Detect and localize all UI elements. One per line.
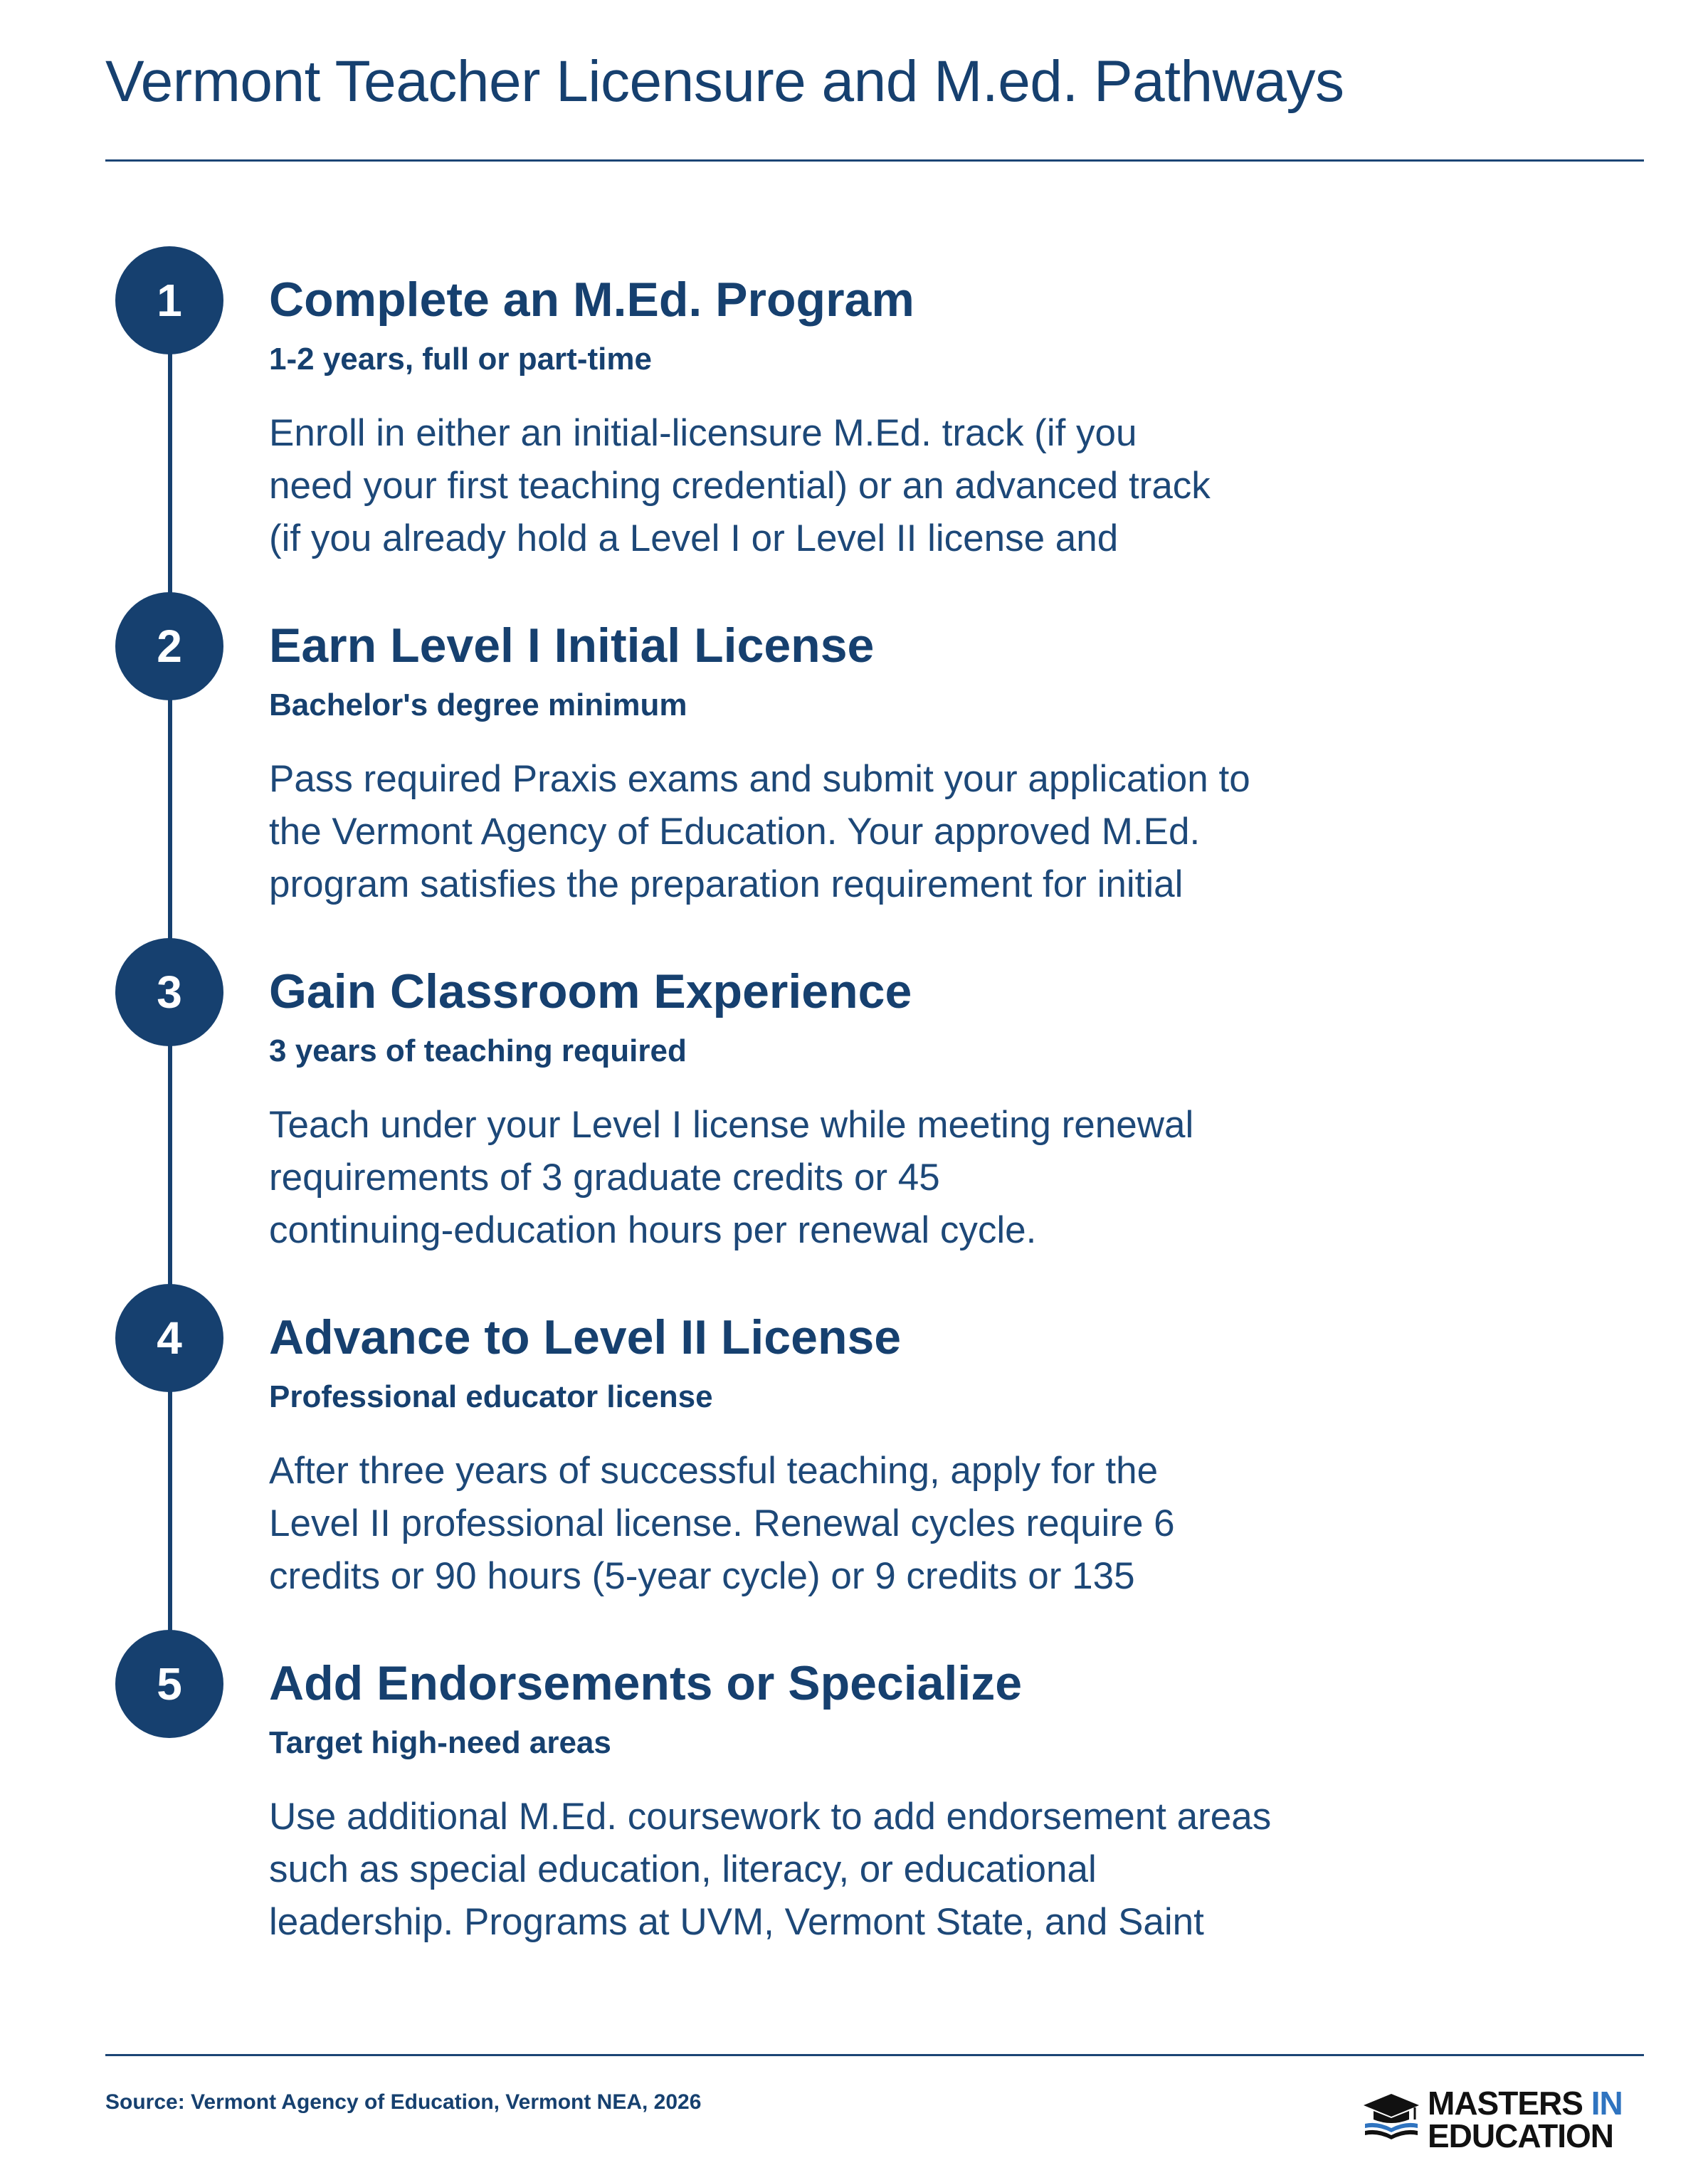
step-title: Advance to Level II License bbox=[269, 1310, 902, 1364]
step-subtitle: Target high-need areas bbox=[269, 1725, 611, 1760]
step-number-badge: 4 bbox=[115, 1284, 223, 1392]
source-citation: Source: Vermont Agency of Education, Vermont NEA, 2026 bbox=[105, 2090, 702, 2114]
step-title: Earn Level I Initial License bbox=[269, 618, 875, 673]
step-title: Gain Classroom Experience bbox=[269, 964, 912, 1018]
step-description-line: continuing-education hours per renewal cycle. bbox=[269, 1209, 1037, 1251]
step-description-line: Pass required Praxis exams and submit your application to bbox=[269, 758, 1250, 800]
step-description-line: After three years of successful teaching, apply for the bbox=[269, 1450, 1159, 1492]
step-description-line: need your first teaching credential) or an advanced track bbox=[269, 465, 1211, 507]
step-description bbox=[269, 1099, 1193, 1257]
step-subtitle: Bachelor's degree minimum bbox=[269, 688, 687, 722]
step-title: Complete an M.Ed. Program bbox=[269, 273, 914, 327]
logo-wordmark-line2: EDUCATION bbox=[1428, 2117, 1614, 2154]
step-description-line: Level II professional license. Renewal cycles require 6 bbox=[269, 1502, 1175, 1544]
logo-word-masters: MASTERS bbox=[1428, 2085, 1583, 2122]
step-description bbox=[269, 407, 1211, 565]
step-description-line: Teach under your Level I license while meeting renewal bbox=[269, 1104, 1194, 1146]
bottom-divider bbox=[105, 2054, 1644, 2056]
step-description-line: Use additional M.Ed. coursework to add endorsement areas bbox=[269, 1796, 1272, 1838]
step-description bbox=[269, 1791, 1271, 1949]
step-number-badge: 3 bbox=[115, 938, 223, 1046]
step-description-line: such as special education, literacy, or educational bbox=[269, 1848, 1097, 1890]
page-title: Vermont Teacher Licensure and M.ed. Pathways bbox=[105, 49, 1344, 114]
step-description-line: the Vermont Agency of Education. Your approved M.Ed. bbox=[269, 811, 1201, 853]
masters-in-education-logo bbox=[1352, 2080, 1644, 2154]
top-divider bbox=[105, 159, 1644, 162]
step-description-line: leadership. Programs at UVM, Vermont State, and Saint bbox=[269, 1901, 1204, 1943]
step-number-badge: 1 bbox=[115, 246, 223, 354]
step-number-badge: 5 bbox=[115, 1630, 223, 1738]
logo-word-in: IN bbox=[1591, 2085, 1623, 2122]
step-description bbox=[269, 753, 1250, 911]
step-description-line: (if you already hold a Level I or Level II license and bbox=[269, 517, 1119, 559]
step-description-line: program satisfies the preparation requirement for initial bbox=[269, 863, 1184, 905]
step-description-line: credits or 90 hours (5-year cycle) or 9 credits or 135 bbox=[269, 1555, 1135, 1597]
step-description bbox=[269, 1445, 1175, 1603]
step-subtitle: 1-2 years, full or part-time bbox=[269, 342, 652, 377]
step-description-line: Enroll in either an initial-licensure M.Ed. track (if you bbox=[269, 412, 1137, 454]
step-subtitle: Professional educator license bbox=[269, 1379, 713, 1414]
graduation-cap-book-icon bbox=[1362, 2092, 1420, 2139]
step-title: Add Endorsements or Specialize bbox=[269, 1656, 1023, 1710]
step-number-badge: 2 bbox=[115, 592, 223, 700]
step-subtitle: 3 years of teaching required bbox=[269, 1033, 687, 1068]
step-description-line: requirements of 3 graduate credits or 45 bbox=[269, 1157, 940, 1199]
